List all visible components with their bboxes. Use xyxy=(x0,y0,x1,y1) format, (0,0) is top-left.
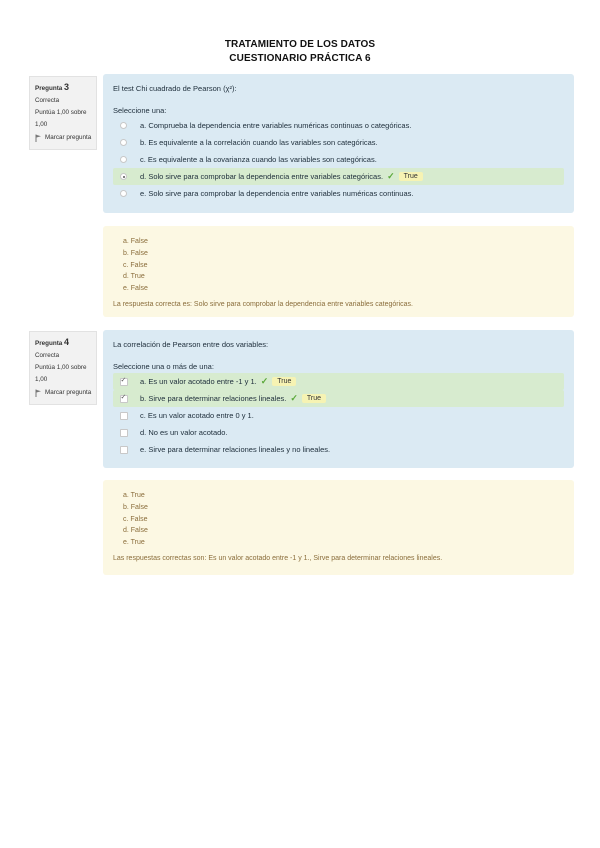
feedback-line: e. True xyxy=(123,539,145,547)
answer-option-e[interactable]: e. Solo sirve para comprobar la dependencia entre variables numéricas continuas. xyxy=(113,185,564,202)
answer-option-c[interactable]: c. Es equivalente a la covarianza cuando las variables son categóricas. xyxy=(113,151,564,168)
answer-option-b[interactable]: ✓ b. Sirve para determinar relaciones lineales. ✓ True xyxy=(113,390,564,407)
answer-option-a[interactable]: a. Comprueba la dependencia entre variables numéricas continuas o categóricas. xyxy=(113,117,564,134)
document-title xyxy=(0,38,600,66)
radio-button[interactable] xyxy=(120,173,127,180)
flag-question-link[interactable] xyxy=(35,388,92,398)
question-state: Correcta xyxy=(35,97,60,104)
checkbox[interactable] xyxy=(120,429,128,437)
question-number: Pregunta 4 xyxy=(35,337,70,347)
question-content-3 xyxy=(103,74,574,213)
answer-prompt: Seleccione una: xyxy=(113,106,167,115)
question-content-4 xyxy=(103,330,574,468)
title-line-1: TRATAMIENTO DE LOS DATOS xyxy=(224,39,376,50)
check-icon: ✓ xyxy=(260,376,269,386)
feedback-line: c. False xyxy=(123,515,148,523)
answer-prompt: Seleccione una o más de una: xyxy=(113,362,214,371)
question-text: El test Chi cuadrado de Pearson (χ²): xyxy=(113,84,237,93)
checkbox[interactable] xyxy=(120,395,128,403)
question-state: Correcta xyxy=(35,352,60,359)
feedback-panel-4 xyxy=(103,480,574,575)
flag-icon xyxy=(35,134,42,142)
right-answer: La respuesta correcta es: Solo sirve para comprobar la dependencia entre variables categóricas. xyxy=(113,300,413,308)
feedback-panel-3 xyxy=(103,226,574,317)
checkbox[interactable] xyxy=(120,446,128,454)
answer-option-e[interactable]: e. Sirve para determinar relaciones lineales y no lineales. xyxy=(113,441,564,458)
flag-label: Marcar pregunta xyxy=(45,389,92,396)
radio-button[interactable] xyxy=(120,122,127,129)
correct-badge: True xyxy=(272,377,296,386)
feedback-line: a. True xyxy=(123,492,145,499)
feedback-line: a. False xyxy=(123,238,148,245)
feedback-line: d. True xyxy=(123,273,145,281)
check-icon: ✓ xyxy=(290,393,298,403)
question-info-4 xyxy=(29,331,97,405)
answer-option-d[interactable]: d. Solo sirve para comprobar la dependencia entre variables categóricas. ✓ True xyxy=(113,168,564,185)
correct-badge: True xyxy=(302,394,326,403)
question-info-3 xyxy=(29,76,97,150)
radio-button[interactable] xyxy=(120,156,127,163)
flag-icon xyxy=(35,389,42,397)
feedback-line: d. False xyxy=(123,527,148,535)
radio-button[interactable] xyxy=(120,139,127,146)
feedback-line: e. False xyxy=(123,285,148,293)
check-icon: ✓ xyxy=(387,171,395,181)
flag-label: Marcar pregunta xyxy=(45,134,92,141)
checkbox[interactable] xyxy=(120,378,128,386)
radio-button[interactable] xyxy=(120,190,127,197)
question-score: Puntúa 1,00 sobre 1,00 xyxy=(35,364,87,383)
question-text: La correlación de Pearson entre dos variables: xyxy=(113,340,269,349)
correct-badge: True xyxy=(399,172,423,181)
feedback-line: c. False xyxy=(123,261,148,269)
checkbox[interactable] xyxy=(120,412,128,420)
question-number: Pregunta 3 xyxy=(35,82,70,92)
feedback-line: b. False xyxy=(123,249,148,257)
answer-option-d[interactable]: d. No es un valor acotado. xyxy=(113,424,564,441)
feedback-line: b. False xyxy=(123,503,148,511)
right-answer: Las respuestas correctas son: Es un valor acotado entre -1 y 1., Sirve para determinar relaciones lineales. xyxy=(113,554,443,562)
question-score: Puntúa 1,00 sobre 1,00 xyxy=(35,109,87,128)
answer-option-b[interactable]: b. Es equivalente a la correlación cuando las variables son categóricas. xyxy=(113,134,564,151)
answer-option-a[interactable]: ✓ a. Es un valor acotado entre -1 y 1. ✓ True xyxy=(113,373,564,390)
flag-question-link[interactable] xyxy=(35,133,92,143)
answer-option-c[interactable]: c. Es un valor acotado entre 0 y 1. xyxy=(113,407,564,424)
title-line-2: CUESTIONARIO PRÁCTICA 6 xyxy=(229,53,371,64)
